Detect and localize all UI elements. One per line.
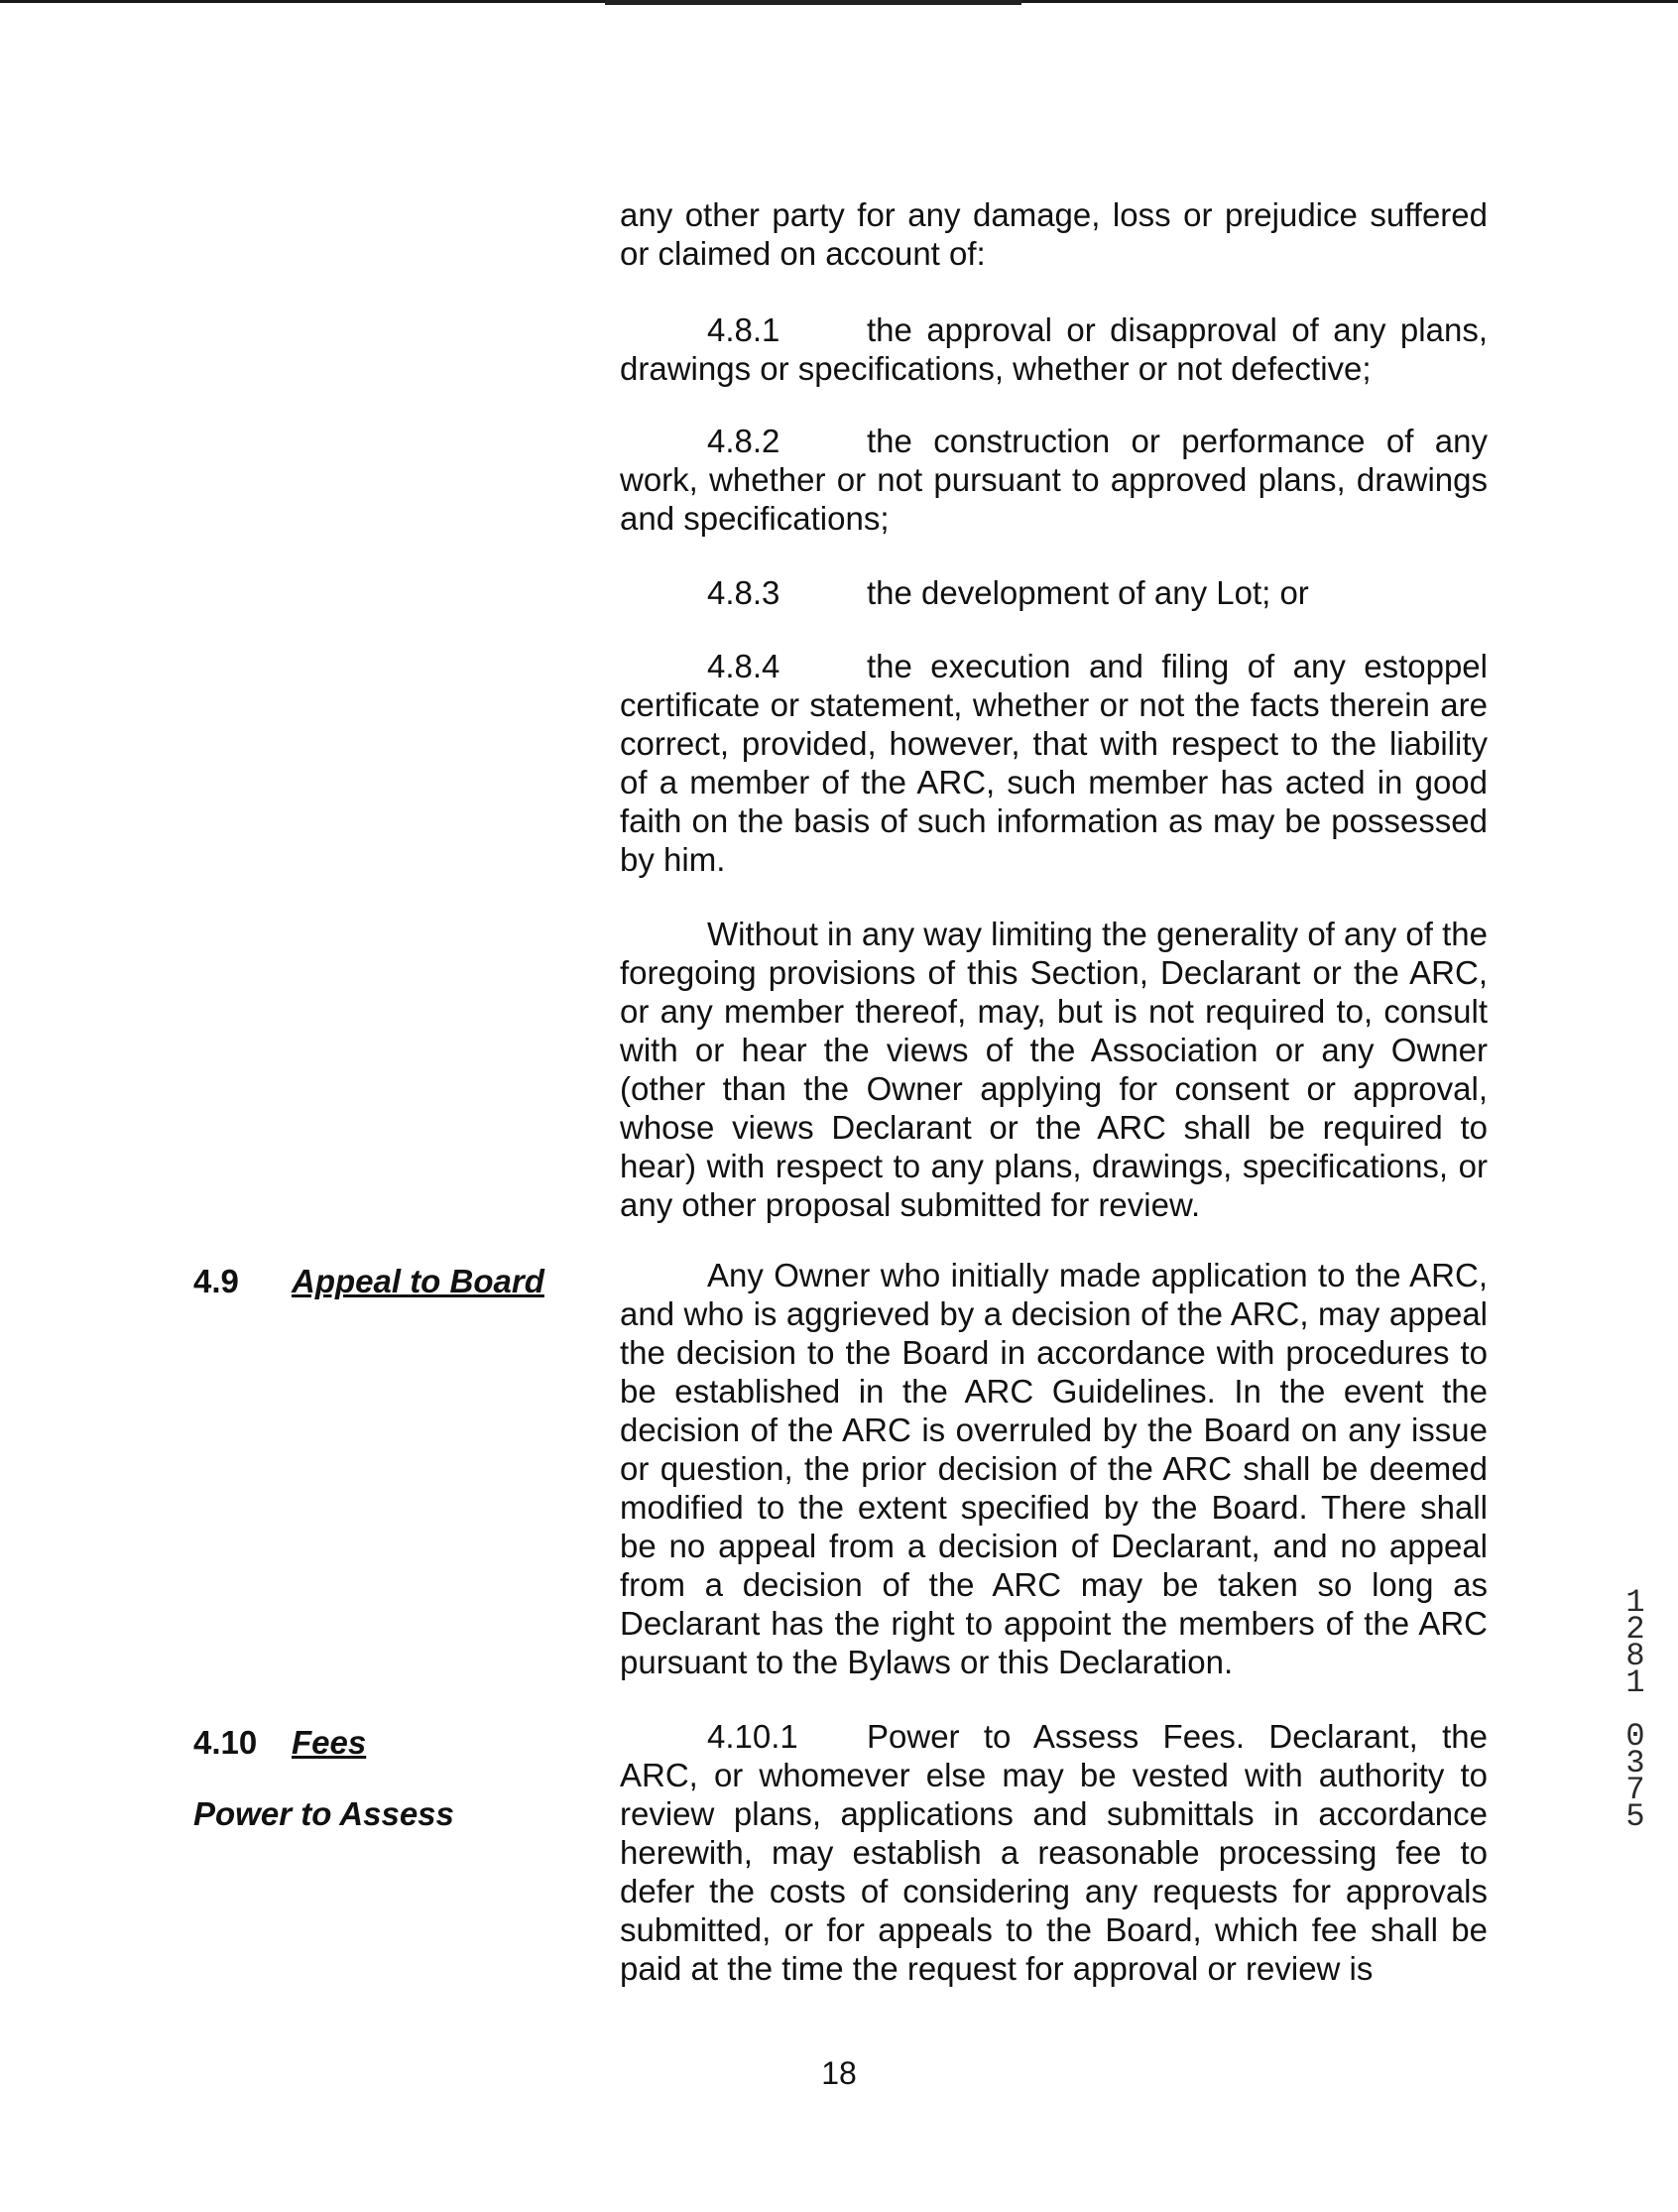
recording-stamp: 1 2 8 1 0 3 7 5 [1625, 1584, 1645, 1835]
clause-4-8-3 [620, 573, 1488, 612]
page-number: 18 [821, 2055, 857, 2091]
section-number: 4.9 [193, 1263, 239, 1299]
clause-text: the development of any Lot; or [867, 574, 1309, 611]
clause-text: the approval or disapproval of any plans, drawings or specifications, whether or not defective; [620, 311, 1488, 387]
intro-paragraph [620, 195, 1488, 273]
clause-number: 4.8.1 [707, 311, 780, 348]
clause-4-8-1 [620, 310, 1488, 388]
section-number: 4.10 [193, 1724, 258, 1761]
section-4-10-body [620, 1717, 1488, 1988]
section-subtitle: Power to Assess [193, 1795, 454, 1832]
clause-4-8-4 [620, 647, 1488, 879]
without-limiting-paragraph [620, 915, 1488, 1224]
without-limiting-text: Without in any way limiting the generality of any of the foregoing provisions of this Section, Declarant or the ARC, or any member thereof, may, but is not required to, consult with or hear the views of the Association or any Owner (other than the Owner applying for consent or approval, whose views Declarant or the ARC shall be required to hear) with respect to any plans, drawings, specifications, or any other proposal submitted for review. [620, 916, 1488, 1223]
clause-text: the construction or performance of any work, whether or not pursuant to approved plans, drawings and specifications; [620, 423, 1488, 537]
section-4-9-body [620, 1256, 1488, 1681]
section-4-9-heading [193, 1262, 544, 1300]
section-4-10-text: Power to Assess Fees. Declarant, the ARC, or whomever else may be vested with authority to review plans, applications and submittals in accordance herewith, may establish a reasonable processing fee to defer the costs of considering any requests for approvals submitted, or for appeals to the Board, which fee shall be paid at the time the request for approval or review is [620, 1718, 1488, 1987]
section-4-10-heading [193, 1723, 366, 1762]
clause-number: 4.8.2 [707, 423, 780, 459]
clause-number: 4.8.4 [707, 648, 780, 684]
clause-4-8-2 [620, 422, 1488, 538]
clause-number: 4.10.1 [707, 1718, 798, 1755]
clause-number: 4.8.3 [707, 574, 780, 611]
section-title: Fees [292, 1724, 367, 1761]
section-4-9-text: Any Owner who initially made application to the ARC, and who is aggrieved by a decision of the ARC, may appeal the decision to the Board in accordance with procedures to be established in the ARC Guidelines. In the event the decision of the ARC is overruled by the Board on any issue or question, the prior decision of the ARC shall be deemed modified to the extent specified by the Board. There shall be no appeal from a decision of Declarant, and no appeal from a decision of the ARC may be taken so long as Declarant has the right to appoint the members of the ARC pursuant to the Bylaws or this Declaration. [620, 1257, 1488, 1680]
clause-text: the execution and filing of any estoppel certificate or statement, whether or not the facts therein are correct, provided, however, that with respect to the liability of a member of the ARC, such member has acted in good faith on the basis of such information as may be possessed by him. [620, 648, 1488, 878]
section-4-10-subheading [193, 1794, 454, 1833]
intro-text: any other party for any damage, loss or prejudice suffered or claimed on account of: [620, 196, 1488, 272]
section-title: Appeal to Board [292, 1263, 544, 1299]
top-border-scan-mark [605, 0, 1021, 5]
